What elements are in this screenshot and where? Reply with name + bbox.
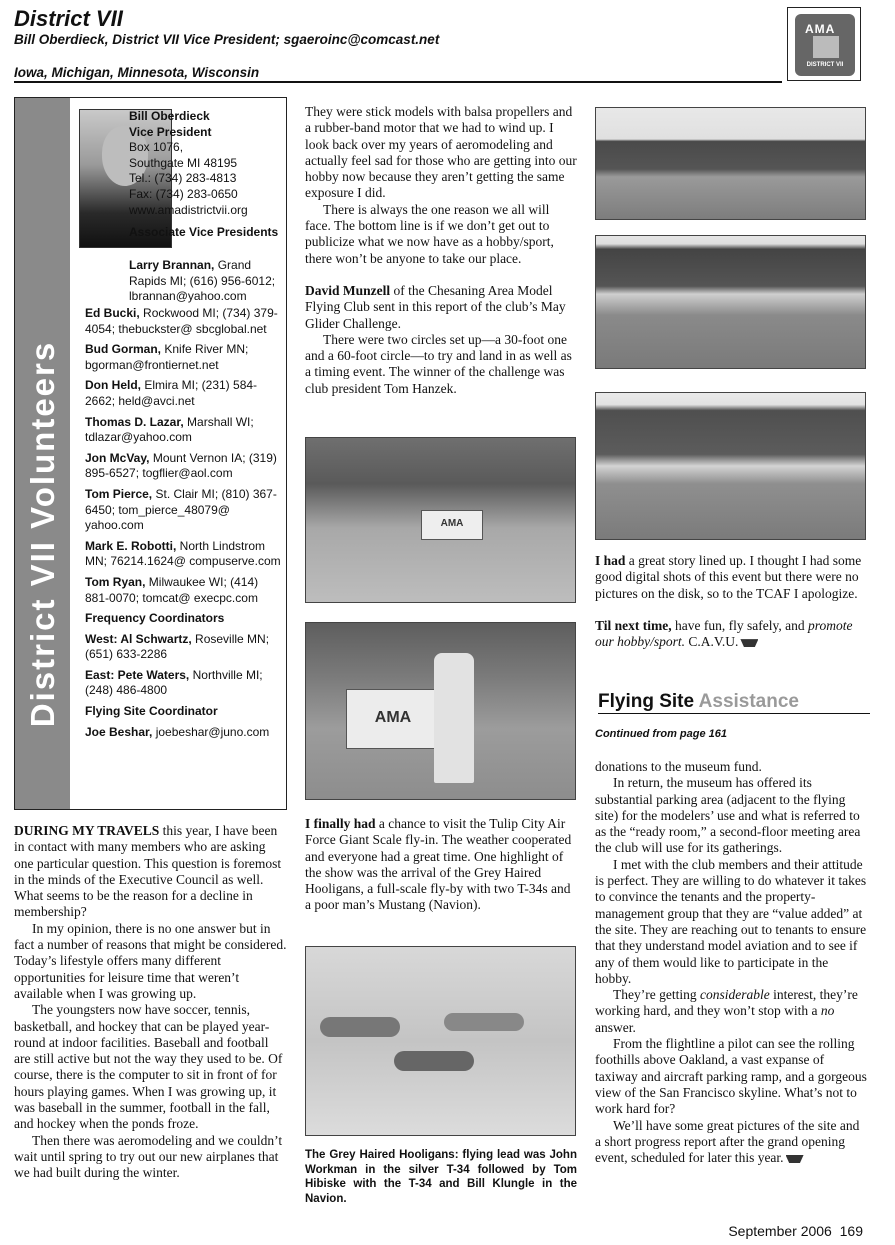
col3-paragraph: donations to the museum fund. [595,759,762,774]
associate-entry: Bud Gorman, Knife River MN; bgorman@frontiernet.net [85,342,249,372]
section-title: Flying Site Assistance [598,691,799,712]
club-banner: AMA [421,510,483,540]
page-subtitle: Bill Oberdieck, District VII Vice President; sgaeroinc@comcast.net [14,32,440,47]
logo-district-text: DISTRICT VII [806,62,844,68]
associate-heading: Associate Vice Presidents [129,225,279,240]
field-photo-1 [595,107,866,220]
continued-note: Continued from page 161 [595,728,728,740]
issue-date: September 2006 [728,1223,832,1239]
associate-entry: Ed Bucki, Rockwood MI; (734) 379-4054; thebuckster@ sbcglobal.net [85,306,278,336]
plane-icon [320,1017,400,1037]
pilot-with-plane-photo [305,622,576,800]
ama-wings-icon [786,1155,804,1163]
col3-paragraph: From the flightline a pilot can see the rolling foothills above Oakland, a vast expanse of taxiway and aircraft parking ramp, and a gorgeous view of the San Francisco skyline. What’s not to work hard for? [595,1036,867,1117]
associate-list [85,258,281,310]
ama-wings-icon [740,639,758,647]
field-photo-3 [595,392,866,540]
col1-paragraph: The youngsters now have soccer, tennis, basketball, and hockey that can be played year-round at indoor facilities. Baseball and football are still active but not the way they used to be. Of course, there is the computer to sit in front of for hours playing games. When I was growing up, it was baseball in the summer, football in the fall, and hockey when the ponds froze. [14,1002,283,1132]
associate-entry: Don Held, Elmira MI; (231) 584-2662; held@avci.net [85,378,258,408]
col3-paragraph: I met with the club members and their attitude is perfect. They are willing to do whatever it takes to convince the tenants and the property-management group that they are “value added” at the site. They are reaching out to tenants to ensure that they understand model aviation and to see if any of them would like to participate in the hobby. [595,856,867,986]
col3-paragraph: Til next time, have fun, fly safely, and promote our hobby/sport. C.A.V.U. [595,617,853,650]
column-2-text-mid [305,816,577,914]
page-number: 169 [839,1223,863,1239]
ama-banner: AMA [346,689,440,749]
header-rule [14,81,782,83]
col3-paragraph: In return, the museum has offered its substantial parking area (adjacent to the flying site) for the modelers’ use and what is referred to as the “ready room,” a second-floor meeting area the club will use for its gatherings. [595,775,861,856]
freq-entry: East: Pete Waters, Northville MI; (248) 486-4800 [85,667,263,698]
section-rule [598,713,870,714]
column-3-text-bottom [595,759,867,1166]
freq-heading: Frequency Coordinators [85,611,225,626]
vp-website[interactable]: www.amadistrictvii.org [129,202,248,217]
volunteers-sidebar [14,97,287,810]
photo-caption: The Grey Haired Hooligans: flying lead was John Workman in the silver T-34 followed by Tom Hibiske with the T-34 and Bill Klungle in the Navion. [305,1149,577,1205]
col2-paragraph: There is always the one reason we all will face. The bottom line is if we don’t get out to publicize what we now have as a hobby/sport, there won’t be anyone to take our place. [305,201,554,266]
col2-paragraph: They were stick models with balsa propellers and a rubber-band motor that we had to wind up. I look back over my years of aeromodeling and actually feel sad for those who are getting into our hobby now because they aren’t getting the same exposure I did. [305,104,577,201]
field-photo-2 [595,235,866,369]
column-1-text [14,823,287,1182]
t34-flyby-photo [305,946,576,1136]
vp-address-1: Box 1076, [129,140,184,155]
site-heading: Flying Site Coordinator [85,704,218,719]
col1-paragraph: Then there was aeromodeling and we couldn’t wait until spring to try out our new airplanes that we had built during the winter. [14,1132,283,1181]
vp-fax: Fax: (734) 283-0650 [129,186,238,201]
pilot-figure [434,653,474,783]
plane-icon [444,1013,524,1031]
column-2-text-top [305,104,577,397]
glider-challenge-photo [305,437,576,603]
district-states: Iowa, Michigan, Minnesota, Wisconsin [14,65,260,80]
site-entry: Joe Beshar, joebeshar@juno.com [85,724,270,739]
associate-list-rest [85,306,281,745]
vp-contact [129,109,279,241]
state-map-icon [813,36,839,58]
col3-paragraph: I had a great story lined up. I thought I had some good digital shots of this event but there were no pictures on the disk, so to the TCAF I apologize. [595,553,862,601]
column-3-text-top [595,553,867,650]
associate-entry: Mark E. Robotti, North Lindstrom MN; 76214.1624@ compuserve.com [85,538,281,569]
vp-title: Vice President [129,124,212,139]
logo-badge [795,14,855,76]
logo-ama-text: AMA [805,22,836,36]
page-footer [728,1223,863,1239]
col2-paragraph: I finally had a chance to visit the Tulip City Air Force Giant Scale fly-in. The weather cooperated and everyone had a great time. One highlight of the show was the arrival of the Grey Haired Hooligans, a full-scale fly-by with two T-34s and a poor man’s Mustang (Navion). [305,816,572,913]
sidebar-vertical-title: District VII Volunteers [24,340,61,728]
vp-name: Bill Oberdieck [129,109,210,123]
associate-entry: Jon McVay, Mount Vernon IA; (319) 895-6527; togflier@aol.com [85,450,277,481]
associate-entry: Tom Ryan, Milwaukee WI; (414) 881-0070; tomcat@ execpc.com [85,574,259,605]
col3-paragraph: They’re getting considerable interest, they’re working hard, and they won’t stop with a no answer. [595,987,858,1035]
associate-entry: Larry Brannan, Grand Rapids MI; (616) 956-6012; lbrannan@yahoo.com [129,258,276,304]
col1-paragraph: DURING MY TRAVELS this year, I have been in contact with many members who are asking one particular question. This question is foremost in the minds of the Executive Council as well. What seems to be the reason for a decline in membership? [14,823,282,920]
freq-entry: West: Al Schwartz, Roseville MN; (651) 633-2286 [85,631,270,662]
page-title: District VII [14,6,123,31]
associate-entry: Tom Pierce, St. Clair MI; (810) 367-6450; tom_pierce_48079@ yahoo.com [85,486,277,533]
sidebar-band [15,98,70,809]
col2-paragraph: David Munzell of the Chesaning Area Model Flying Club sent in this report of the club’s May Glider Challenge. [305,282,566,331]
vp-tel: Tel.: (734) 283-4813 [129,171,237,186]
ama-logo [787,7,861,81]
col2-paragraph: There were two circles set up—a 30-foot one and a 60-foot circle—to try and land in as well as a timing event. The winner of the challenge was club president Tom Hanzek. [305,331,572,396]
associate-entry: Thomas D. Lazar, Marshall WI; tdlazar@yahoo.com [85,414,254,445]
col1-paragraph: In my opinion, there is no one answer but in fact a number of reasons that might be considered. Today’s lifestyle offers many different opportunities for leisure time that weren’t available when I was growing up. [14,920,287,1001]
vp-address-2: Southgate MI 48195 [129,155,238,170]
plane-icon [394,1051,474,1071]
col3-paragraph: We’ll have some great pictures of the site and a short progress report after the grand opening event, scheduled for later this year. [595,1117,860,1166]
